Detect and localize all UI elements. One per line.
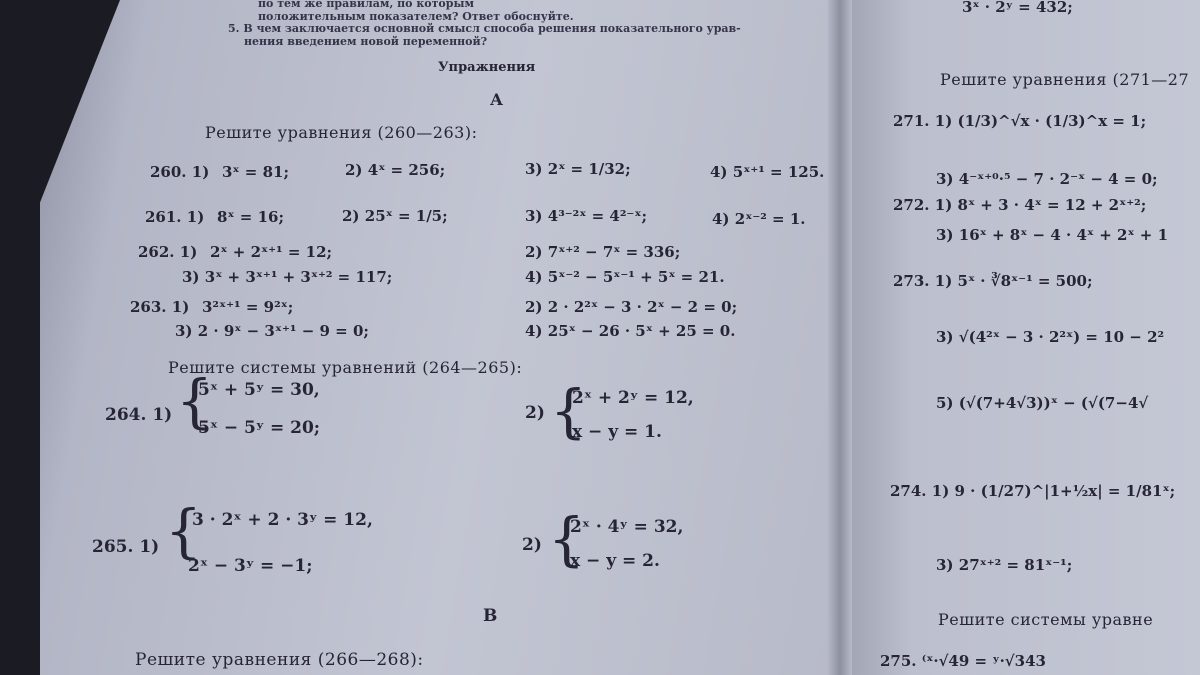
equation: 274. 1) 9 · (1/27)^|1+½x| = 1/81ˣ; <box>890 482 1176 500</box>
instruction-271: Решите уравнения (271—27 <box>940 70 1190 89</box>
book-gutter <box>828 0 852 675</box>
system-brace: { <box>176 367 213 435</box>
equation: 4) 2ˣ⁻² = 1. <box>712 210 806 228</box>
equation: 2ˣ − 3ʸ = −1; <box>188 556 313 576</box>
equation: 3) 4³⁻²ˣ = 4²⁻ˣ; <box>525 207 647 225</box>
equation: 4) 5ˣ⁻² − 5ˣ⁻¹ + 5ˣ = 21. <box>525 268 725 286</box>
section-title: Упражнения <box>438 60 536 75</box>
problem-number: 260. 1) <box>150 163 210 181</box>
equation: 272. 1) 8ˣ + 3 · 4ˣ = 12 + 2ˣ⁺²; <box>893 196 1147 214</box>
question-line: по тем же правилам, по которым <box>258 0 475 10</box>
system-brace: { <box>550 377 587 445</box>
equation: 271. 1) (1/3)^√x · (1/3)^x = 1; <box>893 112 1147 130</box>
equation: 273. 1) 5ˣ · ∛8ˣ⁻¹ = 500; <box>893 272 1093 290</box>
equation: 3²ˣ⁺¹ = 9²ˣ; <box>202 298 294 316</box>
equation: 275. ⁽ˣ·√49 = ʸ·√343 <box>880 652 1046 670</box>
question-line: 5. В чем заключается основной смысл способа решения показательного урав- <box>228 22 741 35</box>
equation: 2) 2 · 2²ˣ − 3 · 2ˣ − 2 = 0; <box>525 298 738 316</box>
question-line: положительным показателем? Ответ обоснуйте. <box>258 10 574 23</box>
question-line: нения введением новой переменной? <box>244 35 488 48</box>
equation: 2) 7ˣ⁺² − 7ˣ = 336; <box>525 243 681 261</box>
equation: 3) 2 · 9ˣ − 3ˣ⁺¹ − 9 = 0; <box>175 322 369 340</box>
equation: 4) 25ˣ − 26 · 5ˣ + 25 = 0. <box>525 322 736 340</box>
equation: 5ˣ − 5ʸ = 20; <box>198 418 321 438</box>
problem-number: 264. 1) <box>105 405 173 425</box>
system-brace: { <box>165 497 202 565</box>
equation: 2ˣ + 2ʸ = 12, <box>572 388 694 408</box>
level-b-heading: В <box>483 606 498 626</box>
instruction-266-268: Решите уравнения (266—268): <box>135 650 424 670</box>
equation: 3) 4⁻ˣ⁺⁰·⁵ − 7 · 2⁻ˣ − 4 = 0; <box>936 170 1158 188</box>
equation: 4) 5ˣ⁺¹ = 125. <box>710 163 825 181</box>
equation: 2) 25ˣ = 1/5; <box>342 207 448 225</box>
level-a-heading: А <box>490 90 504 109</box>
problem-number: 263. 1) <box>130 298 190 316</box>
instruction-275: Решите системы уравне <box>938 610 1154 629</box>
equation: 3) 2ˣ = 1/32; <box>525 160 631 178</box>
problem-number: 262. 1) <box>138 243 198 261</box>
equation: 3) 16ˣ + 8ˣ − 4 · 4ˣ + 2ˣ + 1 <box>936 226 1169 244</box>
equation: 2ˣ · 4ʸ = 32, <box>570 517 684 537</box>
equation: x − y = 2. <box>570 551 660 571</box>
equation: 2) 4ˣ = 256; <box>345 161 446 179</box>
equation: 3ˣ = 81; <box>222 163 289 181</box>
problem-part: 2) <box>525 403 545 423</box>
equation: 5) (√(7+4√3))ˣ − (√(7−4√ <box>936 394 1149 412</box>
problem-part: 2) <box>522 535 542 555</box>
system-brace: { <box>548 505 585 573</box>
equation: 3) √(4²ˣ − 3 · 2²ˣ) = 10 − 2² <box>936 328 1165 346</box>
equation: 8ˣ = 16; <box>217 208 284 226</box>
problem-number: 265. 1) <box>92 537 160 557</box>
equation: 3 · 2ˣ + 2 · 3ʸ = 12, <box>192 510 373 530</box>
equation: 5ˣ + 5ʸ = 30, <box>198 380 320 400</box>
equation: 3) 27ˣ⁺² = 81ˣ⁻¹; <box>936 556 1073 574</box>
problem-number: 261. 1) <box>145 208 205 226</box>
equation: x − y = 1. <box>572 422 662 442</box>
instruction-260-263: Решите уравнения (260—263): <box>205 123 478 142</box>
equation: 2ˣ + 2ˣ⁺¹ = 12; <box>210 243 333 261</box>
equation: 3) 3ˣ + 3ˣ⁺¹ + 3ˣ⁺² = 117; <box>182 268 393 286</box>
equation: 3ˣ · 2ʸ = 432; <box>962 0 1073 16</box>
instruction-264-265: Решите системы уравнений (264—265): <box>168 358 523 377</box>
